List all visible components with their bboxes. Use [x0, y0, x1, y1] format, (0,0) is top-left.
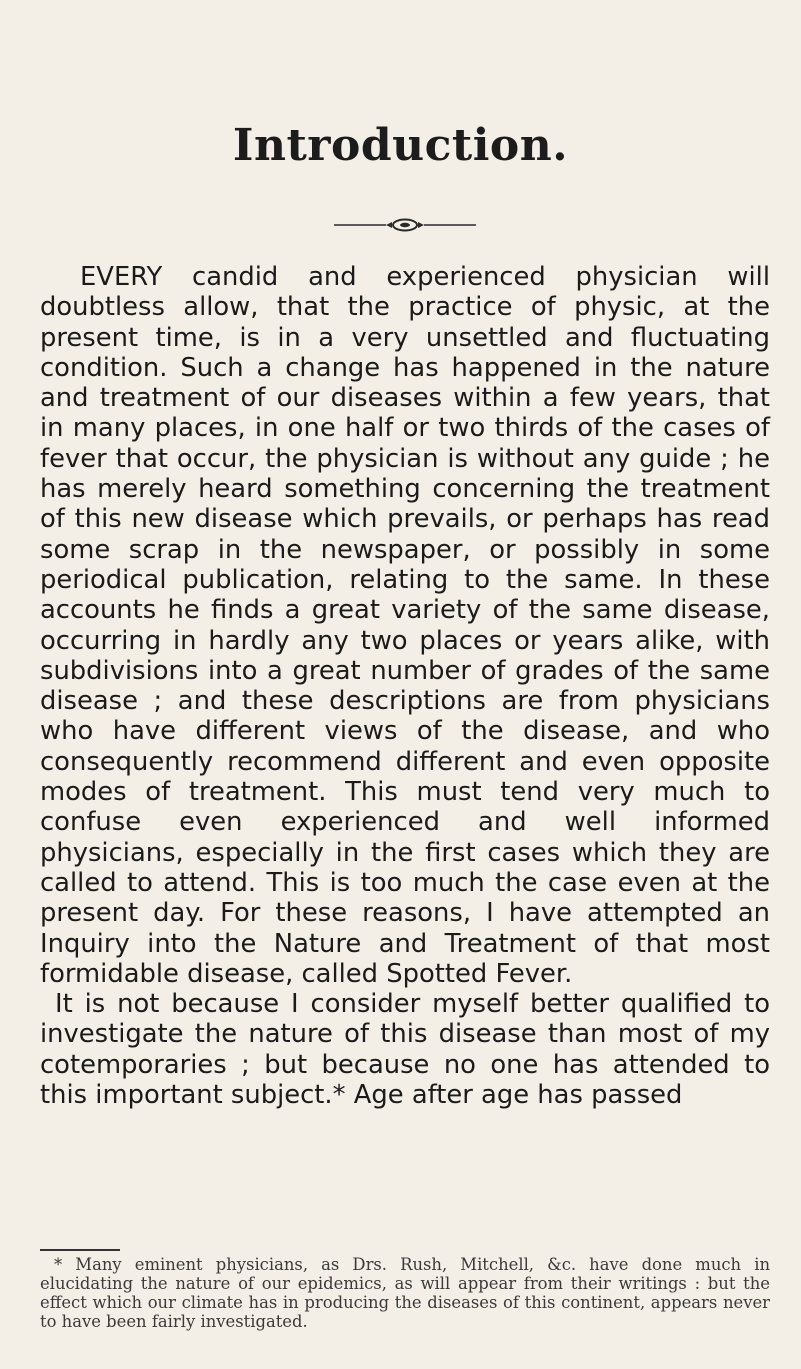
ornament-divider-icon	[330, 216, 480, 234]
footnote: * Many eminent physicians, as Drs. Rush, Mitchell, &c. have done much in elucidating the nature of our epidemics, as will appear from their writings : but the effect which our climate has in producing the diseases of this continent, appears never to have been fairly investigated.	[40, 1255, 770, 1331]
page-heading: Introduction.	[232, 120, 569, 171]
paragraph-1: EVERY candid and experienced physician will doubtless allow, that the practice of physic, at the present time, is in a very unsettled and fluctuating condition. Such a change has happened in the nature and treatment of our diseases within a few years, that in many places, in one half or two thirds of the cases of fever that occur, the physician is without any guide ; he has merely heard something concerning the treatment of this new disease which prevails, or perhaps has read some scrap in the newspaper, or possibly in some periodical publication, relating to the same. In these accounts he finds a great variety of the same disease, occurring in hardly any two places or years alike, with subdivisions into a great number of grades of the same disease ; and these descriptions are from physicians who have different views of the disease, and who consequently recommend different and even opposite modes of treatment. This must tend very much to confuse even experienced and well informed physicians, especially in the first cases which they are called to attend. This is too much the case even at the present day. For these reasons, I have attempted an Inquiry into the Nature and Treatment of that most formidable disease, called Spotted Fever.	[40, 262, 770, 989]
footnote-divider	[40, 1249, 120, 1251]
paragraph-2: It is not because I consider myself better qualified to investigate the nature of this disease than most of my cotemporaries ; but because no one has attended to this important subject.* Age after age has passed	[40, 989, 770, 1111]
body-text	[40, 262, 770, 1110]
